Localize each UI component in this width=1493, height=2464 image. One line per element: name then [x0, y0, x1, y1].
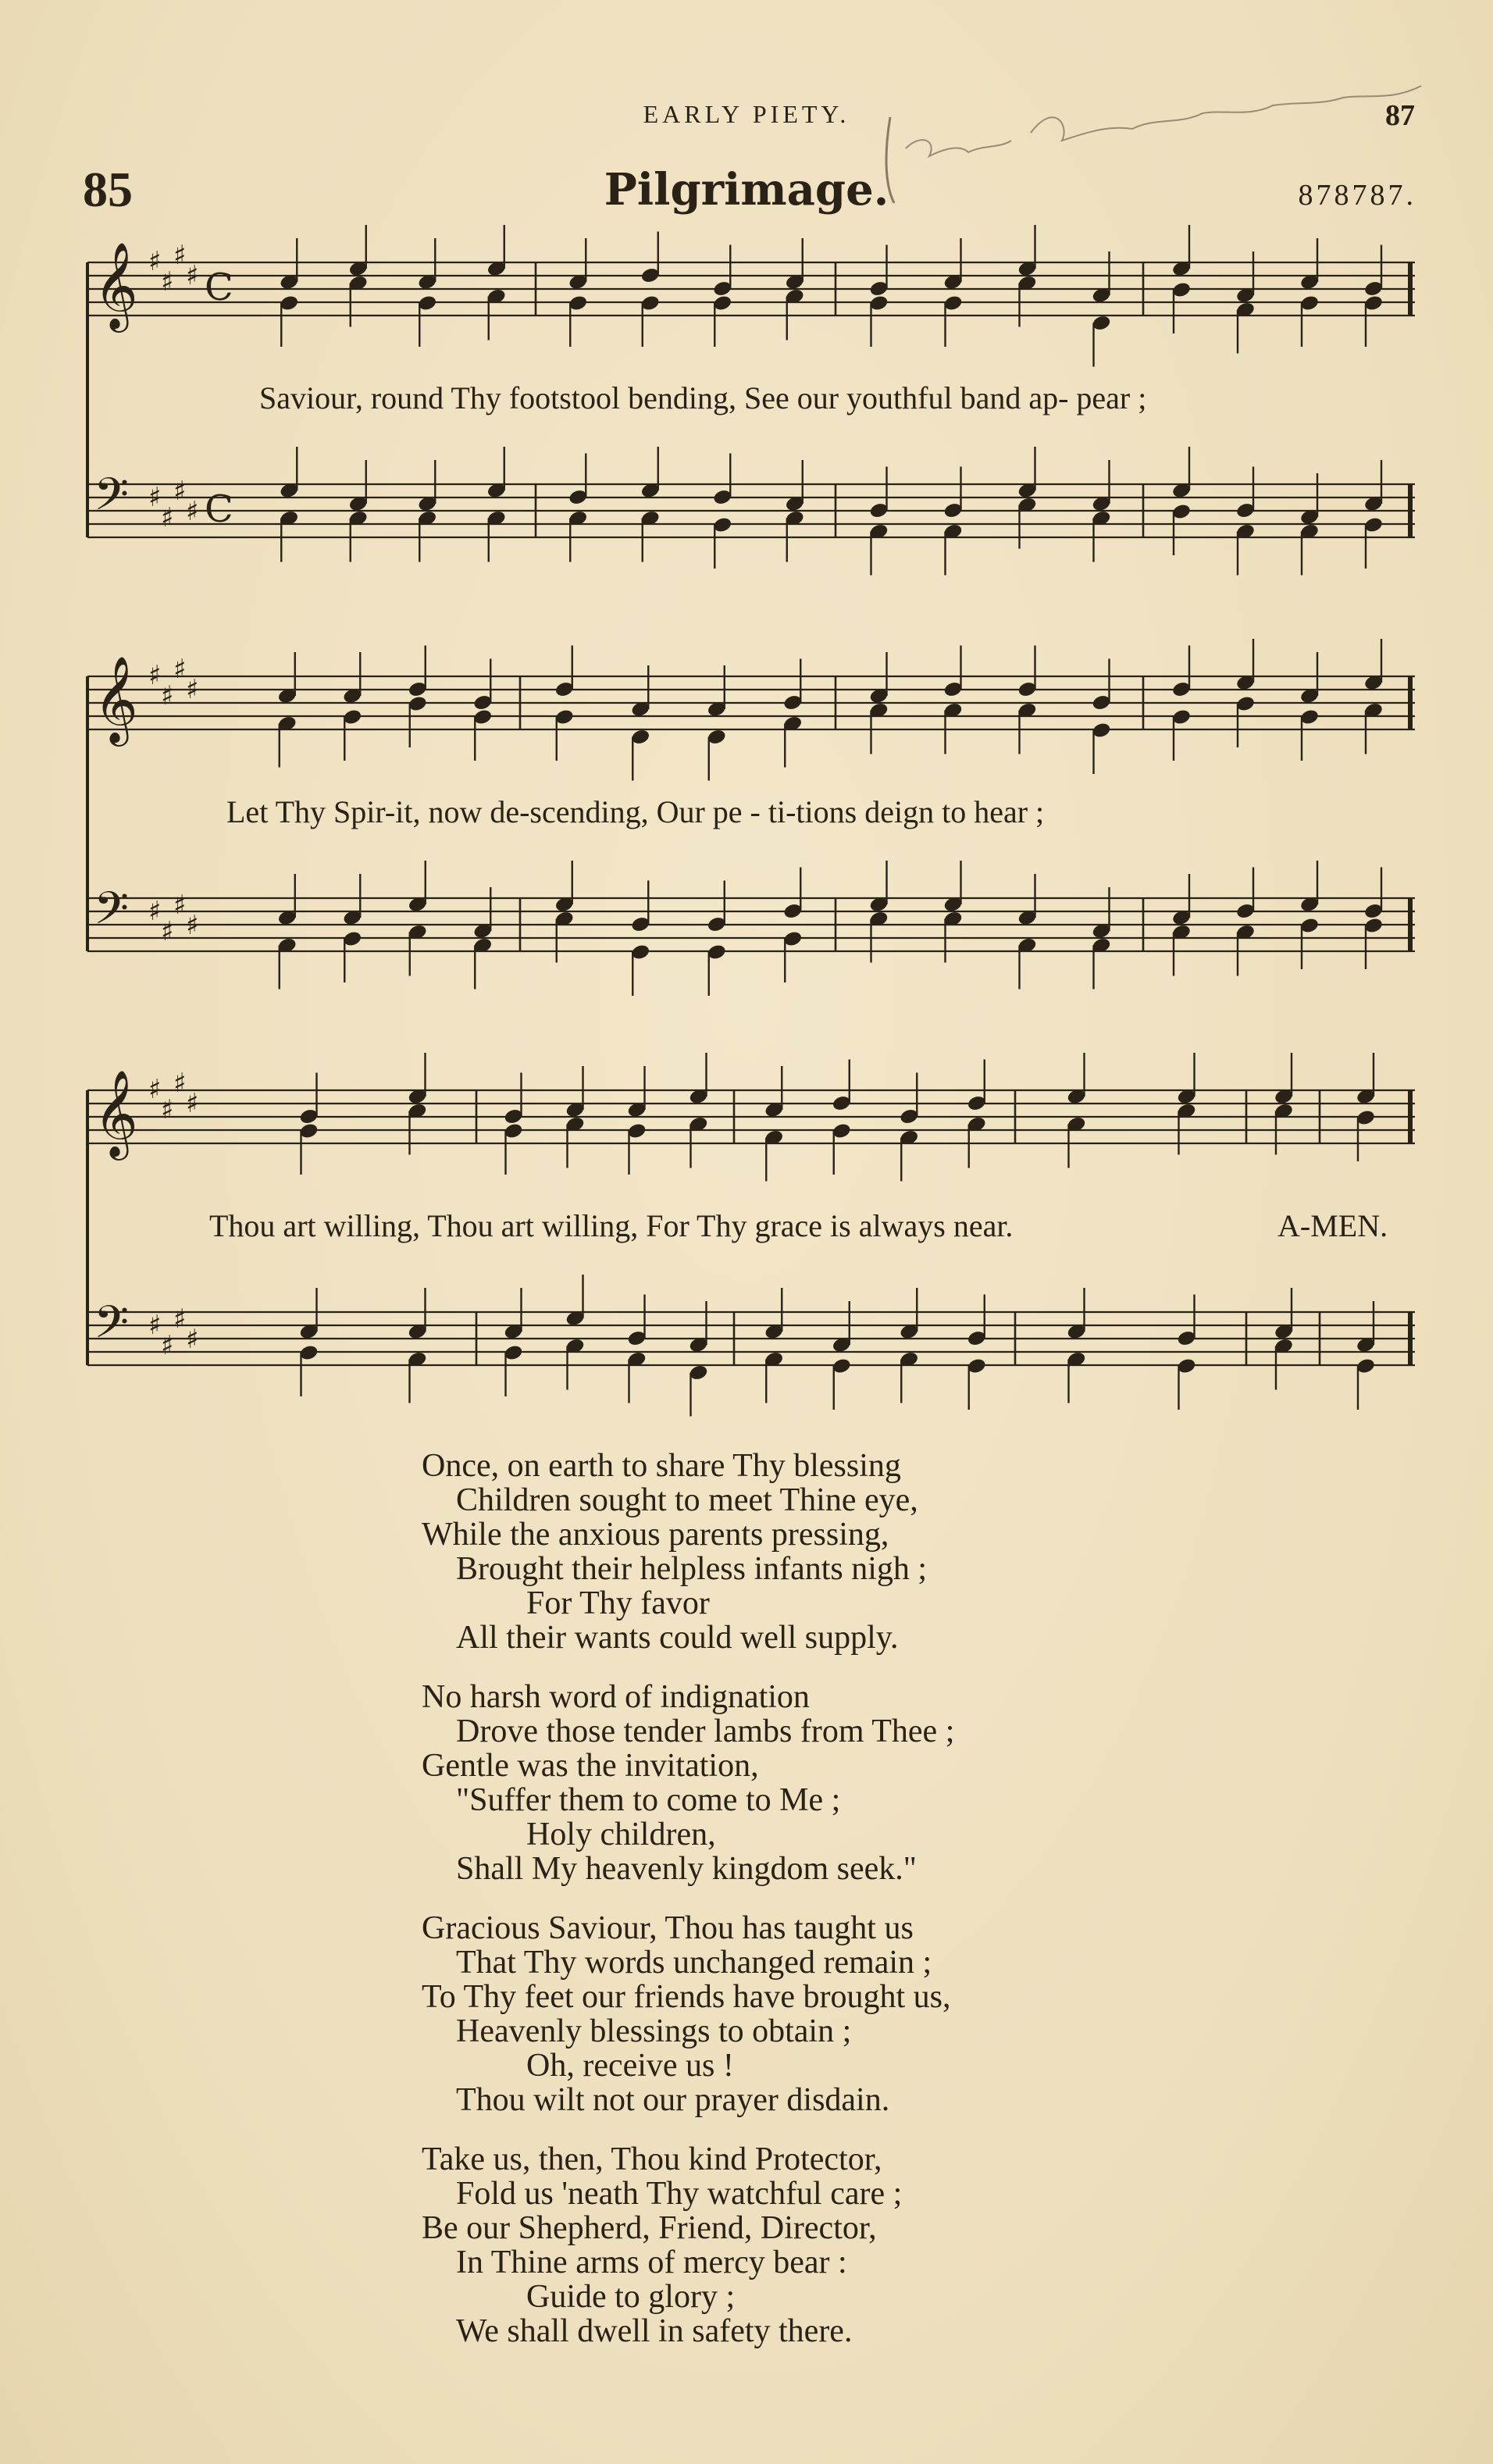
sharp-sign: ♯ [186, 260, 199, 291]
verse-line: Oh, receive us ! [526, 2048, 734, 2084]
sharp-sign: ♯ [173, 476, 187, 507]
hymn-number: 85 [83, 162, 133, 217]
verse-line: Be our Shepherd, Friend, Director, [422, 2210, 877, 2246]
verse-line: Gracious Saviour, Thou has taught us [422, 1910, 914, 1946]
bass-clef-icon: 𝄢 [94, 468, 130, 532]
verse-line: Gentle was the invitation, [422, 1748, 759, 1784]
sharp-sign: ♯ [186, 910, 199, 941]
sharp-sign: ♯ [161, 502, 174, 533]
treble-clef-icon: 𝄞 [94, 241, 138, 329]
sharp-sign: ♯ [148, 482, 162, 513]
sharp-sign: ♯ [161, 680, 174, 711]
verse-line: Brought their helpless infants nigh ; [456, 1551, 928, 1587]
treble-clef-icon: 𝄞 [94, 655, 138, 743]
sharp-sign: ♯ [173, 654, 187, 685]
sharp-sign: ♯ [161, 916, 174, 947]
bass-clef-icon: 𝄢 [94, 882, 130, 946]
verse-line: Holy children, [526, 1817, 716, 1852]
sharp-sign: ♯ [148, 246, 162, 277]
sharp-sign: ♯ [186, 1324, 199, 1355]
verse-line: While the anxious parents pressing, [422, 1517, 889, 1553]
sharp-sign: ♯ [173, 1303, 187, 1335]
sharp-sign: ♯ [173, 240, 187, 271]
sharp-sign: ♯ [186, 496, 199, 527]
verse-line: Children sought to meet Thine eye, [456, 1482, 918, 1518]
page-number: 87 [1385, 99, 1415, 132]
stanza-4 [422, 2142, 954, 2348]
verse-line: Heavenly blessings to obtain ; [456, 2013, 852, 2049]
sharp-sign: ♯ [161, 266, 174, 298]
verse-line: To Thy feet our friends have brought us, [422, 1979, 951, 2015]
sharp-sign: ♯ [186, 674, 199, 705]
time-signature: C [205, 487, 233, 531]
verse-line: In Thine arms of mercy bear : [456, 2245, 847, 2280]
sharp-sign: ♯ [148, 896, 162, 927]
verse-line: That Thy words unchanged remain ; [456, 1945, 932, 1981]
verse-line: Guide to glory ; [526, 2279, 736, 2315]
stanza-3 [422, 1911, 954, 2117]
verse-line: For Thy favor [526, 1585, 710, 1621]
sharp-sign: ♯ [161, 1330, 174, 1361]
amen-label: A-MEN. [1277, 1208, 1388, 1243]
verse-line: Drove those tender lambs from Thee ; [456, 1713, 955, 1749]
running-head: EARLY PIETY. [643, 100, 850, 128]
treble-clef-icon: 𝄞 [94, 1069, 138, 1157]
sharp-sign: ♯ [148, 660, 162, 691]
hymn-title: Pilgrimage. [604, 164, 889, 216]
verse-line: "Suffer them to come to Me ; [456, 1782, 841, 1818]
sharp-sign: ♯ [173, 1068, 187, 1099]
bass-clef-icon: 𝄢 [94, 1296, 130, 1360]
verse-line: Once, on earth to share Thy blessing [422, 1448, 901, 1484]
hymnal-page: EARLY PIETY. 87 85 Pilgrimage. 878787. 𝄞 ♯ ♯ ♯ ♯ C 𝄢 ♯ ♯ ♯ ♯ C 𝄞 ♯ ♯ ♯ ♯ 𝄢 ♯ ♯ ♯ ♯ 𝄞 ♯ ♯ ♯ ♯ 𝄢 ♯ ♯ ♯ ♯ Saviour, round Thy footstool bending, See our youthful band ap- pear ; Let Thy Spir-it, now de-scending, Our pe - ti-tions deign to hear ; Thou art willing, Thou art willing, For Thy grace is always near. A-MEN. Once, on earth to share Thy blessing Children sought to meet Thine eye, While the anxious parents pressing, Brought their helpless infants nigh ; For Thy favor All their wants could well supply. No harsh word of indignation Drove those tender lambs from Thee ; Gentle was the invitation, "Suffer them to come to Me ; Holy children, Shall My heavenly kingdom seek." Gracious Saviour, Thou has taught us That Thy words unchanged remain ; To Thy feet our friends have brought us, Heavenly blessings to obtain ; Oh, receive us ! Thou wilt not our prayer disdain. Take us, then, Thou kind Protector, Fold us 'neath Thy watchful care ; Be our Shepherd, Friend, Director, In Thine arms of mercy bear : Guide to glory ; We shall dwell in safety there. [0, 0, 1493, 2464]
hymn-meter: 878787. [1298, 179, 1416, 212]
verse-line: Thou wilt not our prayer disdain. [456, 2082, 890, 2118]
sharp-sign: ♯ [148, 1074, 162, 1105]
stanza-2 [422, 1680, 954, 1886]
verse-line: Shall My heavenly kingdom seek." [456, 1851, 917, 1887]
sharp-sign: ♯ [186, 1088, 199, 1119]
stanza-1 [422, 1449, 954, 1655]
time-signature: C [205, 266, 233, 309]
verses [422, 1449, 954, 2373]
verse-line: All their wants could well supply. [456, 1620, 899, 1656]
verse-line: Take us, then, Thou kind Protector, [422, 2141, 882, 2177]
verse-line: No harsh word of indignation [422, 1679, 810, 1715]
verse-line: We shall dwell in safety there. [456, 2313, 853, 2349]
sharp-sign: ♯ [161, 1094, 174, 1125]
sharp-sign: ♯ [173, 890, 187, 921]
sharp-sign: ♯ [148, 1310, 162, 1341]
verse-line: Fold us 'neath Thy watchful care ; [456, 2176, 903, 2212]
